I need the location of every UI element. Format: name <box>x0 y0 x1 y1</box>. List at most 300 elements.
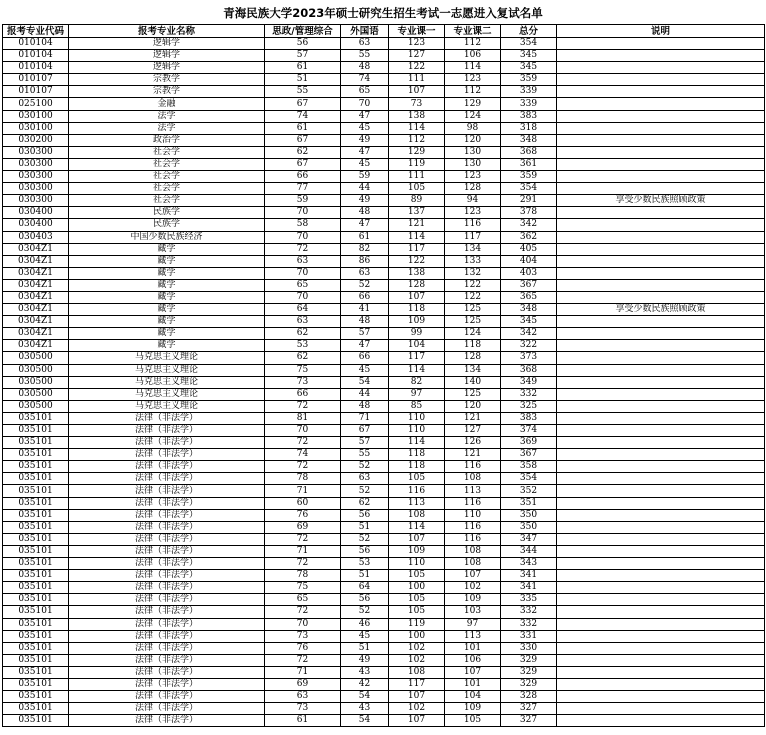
cell-specialty-two-score: 128 <box>445 352 501 364</box>
cell-major-name: 藏学 <box>69 316 265 328</box>
cell-foreign-language-score: 48 <box>341 62 389 74</box>
cell-specialty-one-score: 123 <box>389 38 445 50</box>
cell-major-code: 035101 <box>3 606 69 618</box>
cell-note <box>557 316 765 328</box>
column-header-note: 说明 <box>557 25 765 38</box>
cell-specialty-two-score: 123 <box>445 171 501 183</box>
cell-specialty-one-score: 105 <box>389 606 445 618</box>
cell-specialty-two-score: 132 <box>445 267 501 279</box>
cell-major-code: 030300 <box>3 158 69 170</box>
cell-specialty-two-score: 130 <box>445 146 501 158</box>
table-row <box>3 473 765 485</box>
cell-major-name: 法律（非法学） <box>69 642 265 654</box>
cell-major-name: 法律（非法学） <box>69 497 265 509</box>
cell-major-code: 035101 <box>3 691 69 703</box>
cell-total-score: 327 <box>501 703 557 715</box>
cell-specialty-one-score: 114 <box>389 437 445 449</box>
cell-politics-score: 74 <box>265 110 341 122</box>
cell-specialty-two-score: 101 <box>445 678 501 690</box>
cell-major-name: 法律（非法学） <box>69 545 265 557</box>
cell-major-name: 法律（非法学） <box>69 654 265 666</box>
table-row <box>3 243 765 255</box>
cell-specialty-one-score: 127 <box>389 50 445 62</box>
cell-foreign-language-score: 44 <box>341 183 389 195</box>
cell-politics-score: 69 <box>265 678 341 690</box>
cell-specialty-two-score: 122 <box>445 291 501 303</box>
cell-major-name: 法律（非法学） <box>69 473 265 485</box>
table-row <box>3 400 765 412</box>
cell-foreign-language-score: 74 <box>341 74 389 86</box>
cell-major-code: 035101 <box>3 521 69 533</box>
cell-major-code: 035101 <box>3 449 69 461</box>
cell-major-name: 民族学 <box>69 219 265 231</box>
cell-major-name: 法律（非法学） <box>69 606 265 618</box>
cell-specialty-one-score: 116 <box>389 485 445 497</box>
cell-specialty-one-score: 100 <box>389 582 445 594</box>
cell-note: 享受少数民族照顾政策 <box>557 195 765 207</box>
cell-politics-score: 73 <box>265 630 341 642</box>
cell-politics-score: 78 <box>265 473 341 485</box>
cell-total-score: 367 <box>501 449 557 461</box>
cell-foreign-language-score: 52 <box>341 485 389 497</box>
cell-total-score: 329 <box>501 678 557 690</box>
cell-specialty-two-score: 107 <box>445 666 501 678</box>
table-row <box>3 50 765 62</box>
cell-specialty-one-score: 104 <box>389 340 445 352</box>
document-title: 青海民族大学2023年硕士研究生招生考试一志愿进入复试名单 <box>223 6 543 20</box>
cell-foreign-language-score: 67 <box>341 425 389 437</box>
cell-specialty-one-score: 100 <box>389 630 445 642</box>
cell-note <box>557 86 765 98</box>
cell-major-name: 法律（非法学） <box>69 630 265 642</box>
cell-total-score: 354 <box>501 473 557 485</box>
cell-major-name: 马克思主义理论 <box>69 400 265 412</box>
cell-specialty-one-score: 114 <box>389 122 445 134</box>
cell-major-name: 社会学 <box>69 158 265 170</box>
cell-foreign-language-score: 42 <box>341 678 389 690</box>
cell-total-score: 350 <box>501 509 557 521</box>
cell-politics-score: 51 <box>265 74 341 86</box>
cell-note <box>557 545 765 557</box>
cell-total-score: 369 <box>501 437 557 449</box>
cell-major-code: 035101 <box>3 666 69 678</box>
cell-specialty-one-score: 117 <box>389 243 445 255</box>
cell-specialty-one-score: 107 <box>389 691 445 703</box>
cell-politics-score: 61 <box>265 62 341 74</box>
cell-total-score: 383 <box>501 412 557 424</box>
cell-major-name: 马克思主义理论 <box>69 388 265 400</box>
cell-foreign-language-score: 46 <box>341 618 389 630</box>
table-row <box>3 666 765 678</box>
cell-specialty-two-score: 113 <box>445 630 501 642</box>
cell-politics-score: 72 <box>265 654 341 666</box>
table-row <box>3 582 765 594</box>
cell-specialty-one-score: 107 <box>389 86 445 98</box>
cell-note <box>557 158 765 170</box>
cell-specialty-one-score: 114 <box>389 521 445 533</box>
cell-total-score: 331 <box>501 630 557 642</box>
cell-politics-score: 60 <box>265 497 341 509</box>
cell-specialty-two-score: 133 <box>445 255 501 267</box>
cell-total-score: 329 <box>501 666 557 678</box>
cell-politics-score: 73 <box>265 376 341 388</box>
cell-note <box>557 412 765 424</box>
cell-specialty-two-score: 101 <box>445 642 501 654</box>
column-header-major-name: 报考专业名称 <box>69 25 265 38</box>
cell-major-code: 035101 <box>3 509 69 521</box>
cell-politics-score: 75 <box>265 582 341 594</box>
column-header-politics-score: 思政/管理综合 <box>265 25 341 38</box>
table-row <box>3 449 765 461</box>
cell-specialty-one-score: 111 <box>389 171 445 183</box>
cell-specialty-one-score: 137 <box>389 207 445 219</box>
cell-politics-score: 61 <box>265 715 341 727</box>
cell-total-score: 329 <box>501 654 557 666</box>
cell-major-code: 035101 <box>3 545 69 557</box>
cell-note <box>557 570 765 582</box>
cell-note <box>557 703 765 715</box>
cell-major-name: 宗教学 <box>69 74 265 86</box>
cell-politics-score: 72 <box>265 533 341 545</box>
cell-major-code: 035101 <box>3 461 69 473</box>
cell-specialty-two-score: 124 <box>445 328 501 340</box>
cell-major-code: 035101 <box>3 642 69 654</box>
cell-major-code: 035101 <box>3 630 69 642</box>
cell-note <box>557 521 765 533</box>
cell-specialty-one-score: 111 <box>389 74 445 86</box>
table-row <box>3 533 765 545</box>
cell-note <box>557 110 765 122</box>
cell-major-code: 030100 <box>3 110 69 122</box>
cell-major-name: 法律（非法学） <box>69 558 265 570</box>
cell-specialty-one-score: 117 <box>389 352 445 364</box>
cell-specialty-two-score: 104 <box>445 691 501 703</box>
cell-foreign-language-score: 61 <box>341 231 389 243</box>
cell-major-code: 035101 <box>3 594 69 606</box>
cell-total-score: 332 <box>501 388 557 400</box>
cell-foreign-language-score: 86 <box>341 255 389 267</box>
cell-total-score: 341 <box>501 582 557 594</box>
cell-specialty-one-score: 118 <box>389 304 445 316</box>
table-row <box>3 267 765 279</box>
cell-total-score: 341 <box>501 570 557 582</box>
cell-major-code: 035101 <box>3 678 69 690</box>
cell-major-name: 藏学 <box>69 304 265 316</box>
cell-total-score: 344 <box>501 545 557 557</box>
cell-note <box>557 74 765 86</box>
cell-politics-score: 58 <box>265 219 341 231</box>
cell-note <box>557 582 765 594</box>
cell-specialty-two-score: 121 <box>445 412 501 424</box>
cell-total-score: 403 <box>501 267 557 279</box>
cell-specialty-one-score: 109 <box>389 316 445 328</box>
cell-major-name: 社会学 <box>69 171 265 183</box>
cell-major-name: 法律（非法学） <box>69 594 265 606</box>
cell-major-name: 法律（非法学） <box>69 678 265 690</box>
cell-foreign-language-score: 55 <box>341 50 389 62</box>
cell-specialty-one-score: 82 <box>389 376 445 388</box>
table-row <box>3 171 765 183</box>
cell-specialty-two-score: 134 <box>445 364 501 376</box>
cell-politics-score: 70 <box>265 618 341 630</box>
cell-foreign-language-score: 63 <box>341 38 389 50</box>
cell-total-score: 351 <box>501 497 557 509</box>
cell-major-code: 030300 <box>3 183 69 195</box>
cell-note <box>557 509 765 521</box>
cell-note <box>557 485 765 497</box>
cell-major-code: 030300 <box>3 195 69 207</box>
table-row <box>3 521 765 533</box>
cell-note <box>557 594 765 606</box>
table-row <box>3 606 765 618</box>
table-row <box>3 98 765 110</box>
table-row <box>3 122 765 134</box>
cell-total-score: 349 <box>501 376 557 388</box>
cell-foreign-language-score: 49 <box>341 195 389 207</box>
table-row <box>3 388 765 400</box>
cell-specialty-one-score: 118 <box>389 461 445 473</box>
cell-politics-score: 62 <box>265 352 341 364</box>
cell-specialty-one-score: 119 <box>389 618 445 630</box>
column-header-specialty-two-score: 专业课二 <box>445 25 501 38</box>
table-row <box>3 594 765 606</box>
cell-politics-score: 71 <box>265 545 341 557</box>
cell-major-code: 030500 <box>3 364 69 376</box>
cell-politics-score: 77 <box>265 183 341 195</box>
cell-specialty-two-score: 116 <box>445 219 501 231</box>
cell-major-name: 金融 <box>69 98 265 110</box>
cell-note <box>557 146 765 158</box>
cell-specialty-two-score: 118 <box>445 340 501 352</box>
column-header-specialty-one-score: 专业课一 <box>389 25 445 38</box>
cell-politics-score: 70 <box>265 207 341 219</box>
cell-total-score: 291 <box>501 195 557 207</box>
cell-specialty-two-score: 120 <box>445 400 501 412</box>
cell-major-code: 025100 <box>3 98 69 110</box>
cell-note <box>557 219 765 231</box>
cell-foreign-language-score: 56 <box>341 509 389 521</box>
cell-major-code: 0304Z1 <box>3 328 69 340</box>
cell-major-code: 0304Z1 <box>3 267 69 279</box>
table-row <box>3 630 765 642</box>
cell-specialty-two-score: 113 <box>445 485 501 497</box>
cell-total-score: 405 <box>501 243 557 255</box>
cell-major-name: 逻辑学 <box>69 38 265 50</box>
cell-note <box>557 388 765 400</box>
cell-foreign-language-score: 54 <box>341 715 389 727</box>
cell-total-score: 328 <box>501 691 557 703</box>
cell-specialty-two-score: 117 <box>445 231 501 243</box>
table-row <box>3 425 765 437</box>
cell-specialty-two-score: 108 <box>445 473 501 485</box>
cell-total-score: 383 <box>501 110 557 122</box>
cell-foreign-language-score: 45 <box>341 630 389 642</box>
cell-foreign-language-score: 56 <box>341 594 389 606</box>
cell-total-score: 325 <box>501 400 557 412</box>
cell-major-code: 035101 <box>3 533 69 545</box>
cell-specialty-one-score: 118 <box>389 449 445 461</box>
cell-politics-score: 63 <box>265 316 341 328</box>
cell-foreign-language-score: 57 <box>341 328 389 340</box>
cell-note: 享受少数民族照顾政策 <box>557 304 765 316</box>
cell-major-name: 社会学 <box>69 146 265 158</box>
cell-politics-score: 74 <box>265 449 341 461</box>
cell-politics-score: 71 <box>265 666 341 678</box>
cell-note <box>557 183 765 195</box>
cell-total-score: 373 <box>501 352 557 364</box>
cell-politics-score: 69 <box>265 521 341 533</box>
cell-major-code: 030300 <box>3 146 69 158</box>
cell-foreign-language-score: 65 <box>341 86 389 98</box>
cell-specialty-one-score: 102 <box>389 654 445 666</box>
table-row <box>3 654 765 666</box>
cell-major-name: 法律（非法学） <box>69 449 265 461</box>
cell-politics-score: 59 <box>265 195 341 207</box>
cell-major-name: 马克思主义理论 <box>69 376 265 388</box>
cell-total-score: 339 <box>501 86 557 98</box>
cell-major-name: 政治学 <box>69 134 265 146</box>
cell-foreign-language-score: 51 <box>341 642 389 654</box>
cell-major-code: 030100 <box>3 122 69 134</box>
table-row <box>3 545 765 557</box>
cell-specialty-two-score: 116 <box>445 461 501 473</box>
cell-major-code: 035101 <box>3 703 69 715</box>
table-row <box>3 304 765 316</box>
cell-major-name: 法律（非法学） <box>69 691 265 703</box>
cell-specialty-two-score: 130 <box>445 158 501 170</box>
cell-politics-score: 64 <box>265 304 341 316</box>
cell-foreign-language-score: 51 <box>341 521 389 533</box>
table-row <box>3 134 765 146</box>
cell-note <box>557 642 765 654</box>
cell-politics-score: 67 <box>265 98 341 110</box>
cell-note <box>557 207 765 219</box>
cell-total-score: 347 <box>501 533 557 545</box>
cell-specialty-two-score: 125 <box>445 304 501 316</box>
table-row <box>3 146 765 158</box>
cell-total-score: 348 <box>501 134 557 146</box>
cell-specialty-one-score: 122 <box>389 255 445 267</box>
table-row <box>3 207 765 219</box>
cell-major-name: 藏学 <box>69 340 265 352</box>
table-row <box>3 62 765 74</box>
cell-note <box>557 38 765 50</box>
cell-specialty-two-score: 122 <box>445 279 501 291</box>
cell-specialty-one-score: 113 <box>389 497 445 509</box>
cell-foreign-language-score: 48 <box>341 400 389 412</box>
cell-specialty-two-score: 107 <box>445 570 501 582</box>
cell-specialty-two-score: 94 <box>445 195 501 207</box>
cell-politics-score: 70 <box>265 291 341 303</box>
cell-major-code: 035101 <box>3 412 69 424</box>
cell-total-score: 354 <box>501 183 557 195</box>
cell-total-score: 345 <box>501 50 557 62</box>
cell-specialty-two-score: 121 <box>445 449 501 461</box>
table-header-row <box>3 25 765 38</box>
cell-foreign-language-score: 47 <box>341 110 389 122</box>
cell-note <box>557 243 765 255</box>
cell-total-score: 330 <box>501 642 557 654</box>
cell-specialty-two-score: 112 <box>445 38 501 50</box>
cell-major-code: 035101 <box>3 425 69 437</box>
cell-foreign-language-score: 49 <box>341 134 389 146</box>
cell-politics-score: 72 <box>265 243 341 255</box>
cell-major-code: 035101 <box>3 570 69 582</box>
cell-major-name: 藏学 <box>69 267 265 279</box>
cell-note <box>557 122 765 134</box>
table-row <box>3 715 765 727</box>
cell-politics-score: 70 <box>265 425 341 437</box>
cell-major-code: 030400 <box>3 219 69 231</box>
cell-major-name: 马克思主义理论 <box>69 352 265 364</box>
cell-major-code: 0304Z1 <box>3 304 69 316</box>
cell-specialty-one-score: 89 <box>389 195 445 207</box>
cell-major-name: 藏学 <box>69 243 265 255</box>
cell-total-score: 345 <box>501 316 557 328</box>
cell-foreign-language-score: 52 <box>341 533 389 545</box>
table-row <box>3 195 765 207</box>
cell-foreign-language-score: 47 <box>341 219 389 231</box>
table-row <box>3 231 765 243</box>
cell-major-code: 010104 <box>3 50 69 62</box>
cell-major-code: 0304Z1 <box>3 279 69 291</box>
cell-politics-score: 72 <box>265 606 341 618</box>
cell-politics-score: 72 <box>265 461 341 473</box>
cell-politics-score: 62 <box>265 328 341 340</box>
cell-total-score: 365 <box>501 291 557 303</box>
cell-specialty-two-score: 129 <box>445 98 501 110</box>
cell-major-name: 法律（非法学） <box>69 509 265 521</box>
table-row <box>3 86 765 98</box>
cell-foreign-language-score: 54 <box>341 376 389 388</box>
cell-major-name: 法律（非法学） <box>69 570 265 582</box>
cell-note <box>557 231 765 243</box>
cell-specialty-one-score: 108 <box>389 666 445 678</box>
cell-major-code: 035101 <box>3 558 69 570</box>
cell-major-name: 法律（非法学） <box>69 666 265 678</box>
cell-major-code: 0304Z1 <box>3 243 69 255</box>
cell-major-code: 010104 <box>3 38 69 50</box>
cell-specialty-one-score: 108 <box>389 509 445 521</box>
cell-major-code: 035101 <box>3 618 69 630</box>
table-row <box>3 158 765 170</box>
cell-specialty-two-score: 123 <box>445 74 501 86</box>
cell-note <box>557 50 765 62</box>
cell-foreign-language-score: 59 <box>341 171 389 183</box>
cell-specialty-two-score: 109 <box>445 703 501 715</box>
cell-specialty-two-score: 125 <box>445 388 501 400</box>
table-row <box>3 691 765 703</box>
cell-foreign-language-score: 45 <box>341 364 389 376</box>
cell-politics-score: 53 <box>265 340 341 352</box>
cell-total-score: 350 <box>501 521 557 533</box>
cell-specialty-one-score: 114 <box>389 231 445 243</box>
table-row <box>3 279 765 291</box>
cell-specialty-one-score: 105 <box>389 570 445 582</box>
admission-list-table <box>2 24 765 727</box>
cell-politics-score: 66 <box>265 388 341 400</box>
cell-total-score: 361 <box>501 158 557 170</box>
table-row <box>3 461 765 473</box>
cell-politics-score: 78 <box>265 570 341 582</box>
cell-major-code: 030500 <box>3 388 69 400</box>
cell-foreign-language-score: 66 <box>341 352 389 364</box>
cell-note <box>557 279 765 291</box>
cell-specialty-two-score: 98 <box>445 122 501 134</box>
cell-note <box>557 98 765 110</box>
cell-note <box>557 376 765 388</box>
cell-specialty-one-score: 114 <box>389 364 445 376</box>
